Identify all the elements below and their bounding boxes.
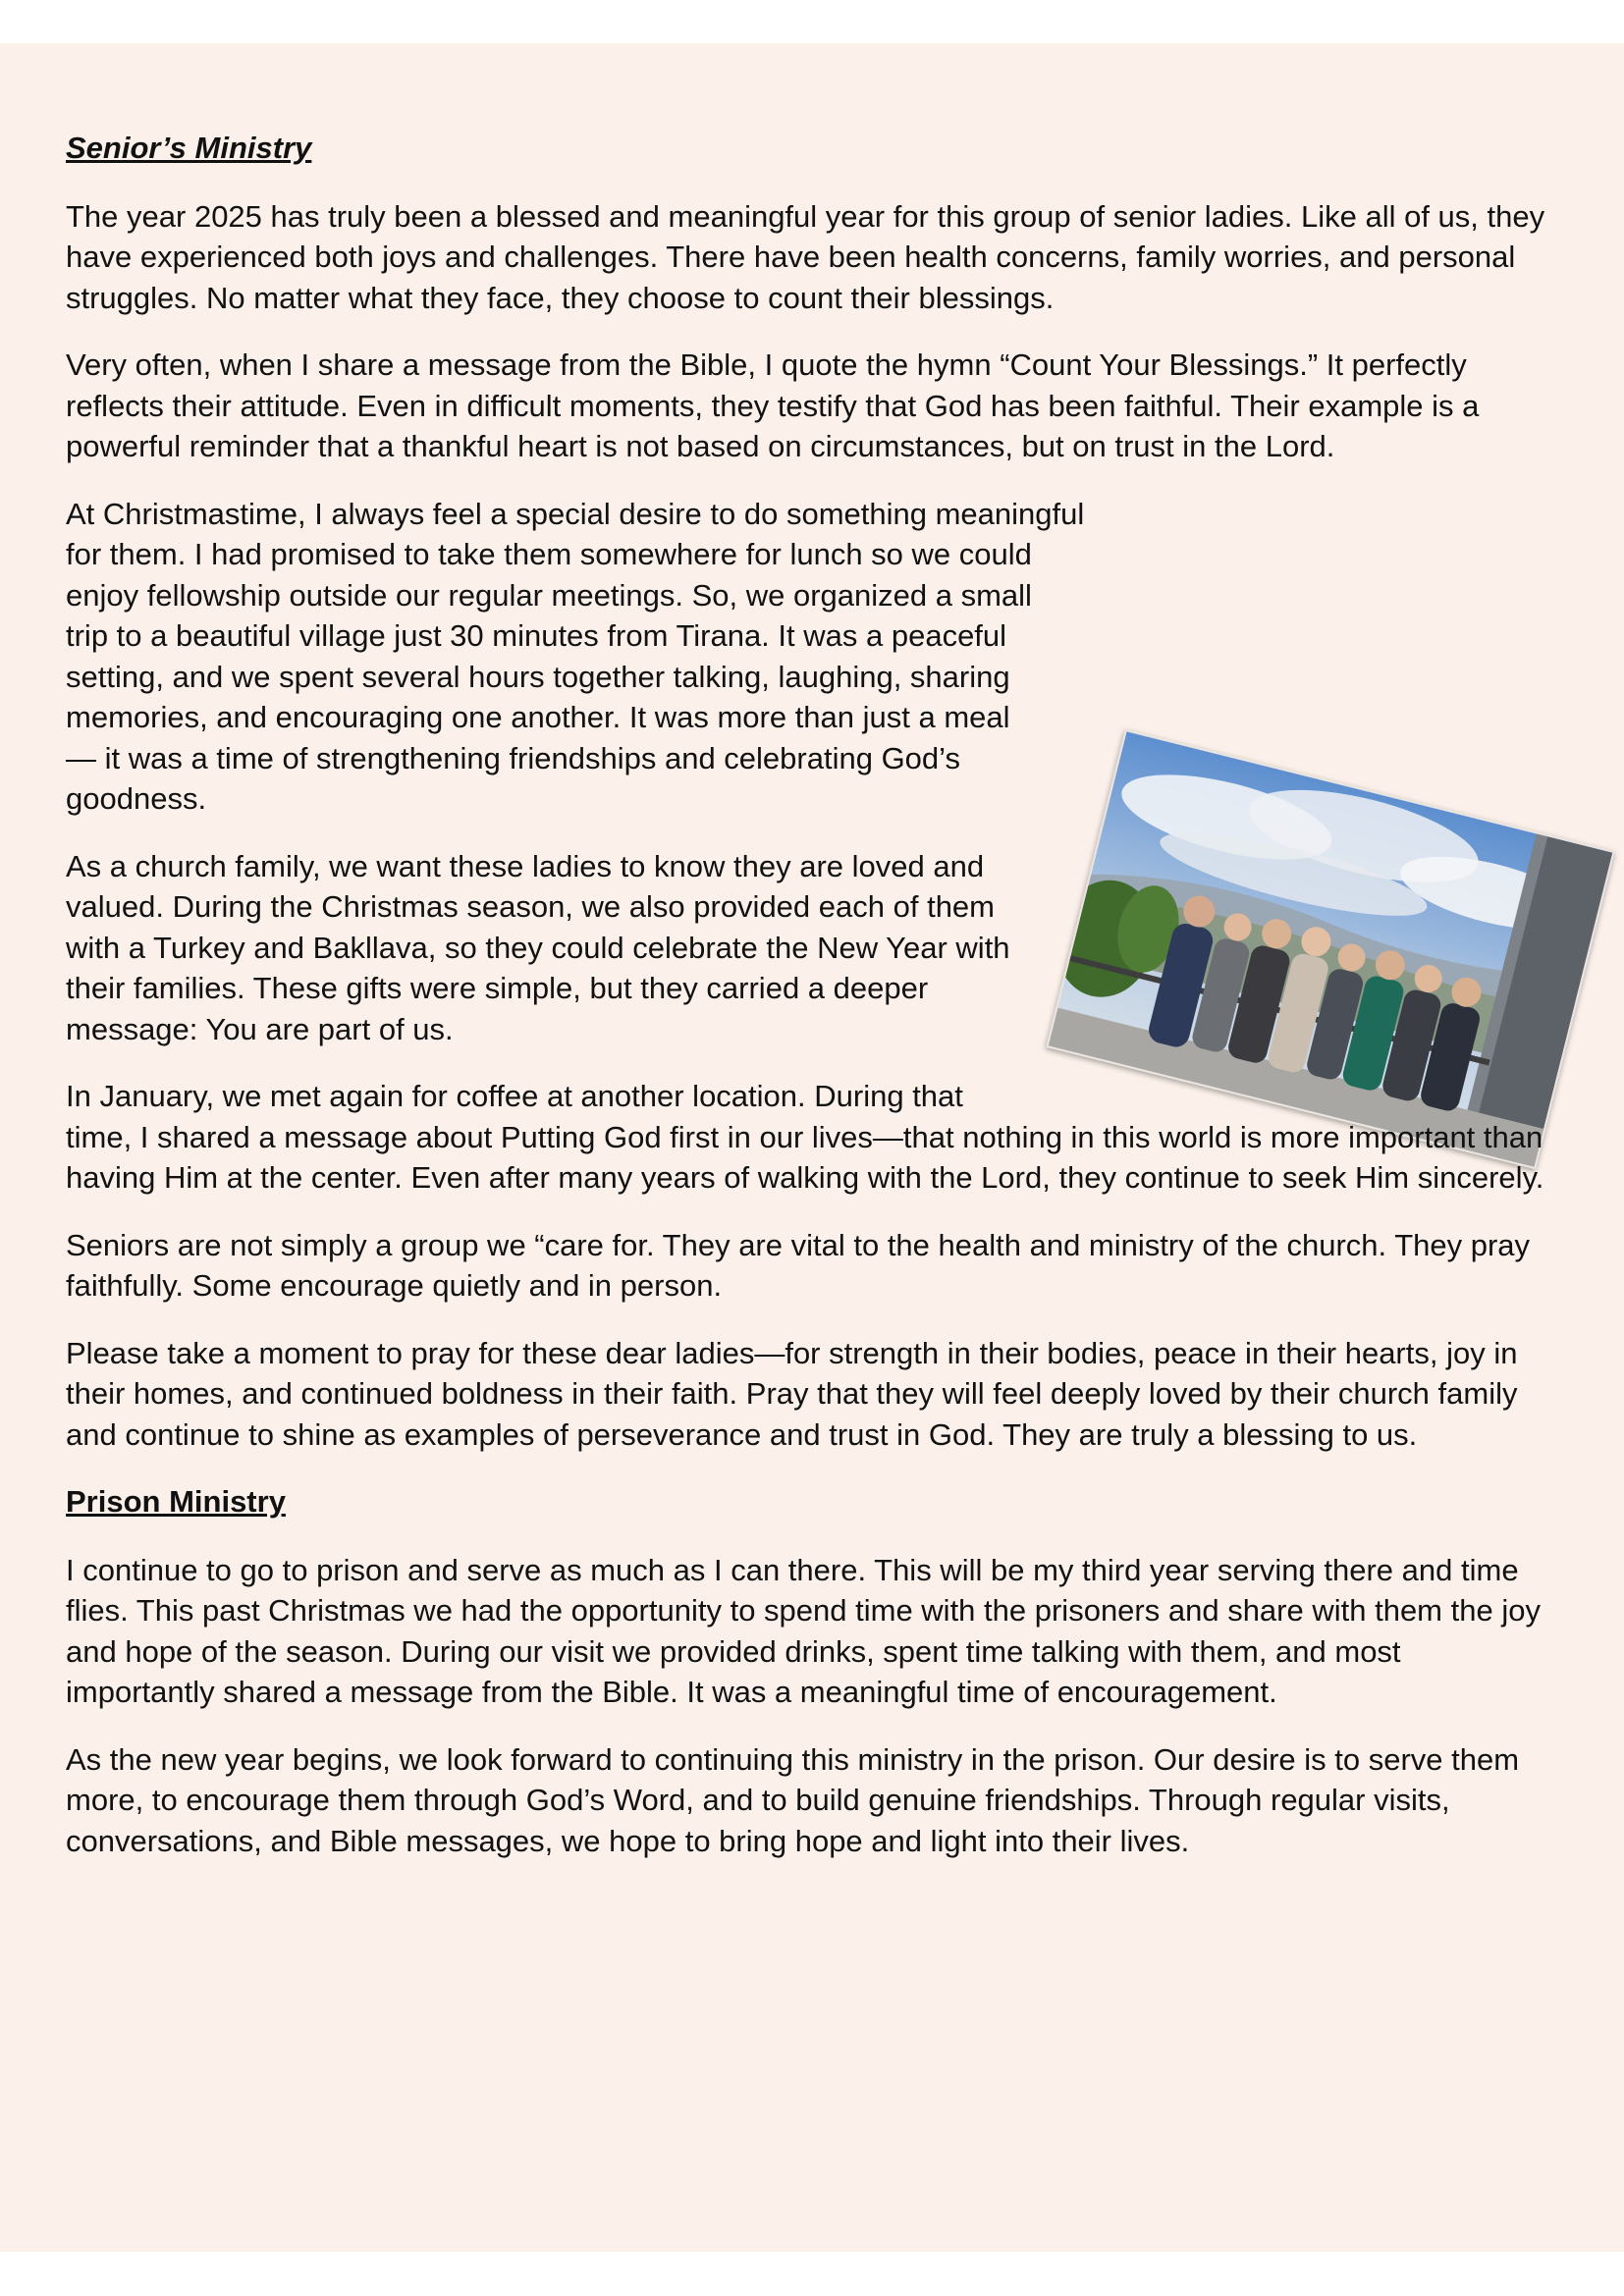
photo-spacer [1552, 128, 1553, 532]
prison-paragraph-1: I continue to go to prison and serve as much as I can there. This will be my third year serving there and time flies. This past Christmas we had the opportunity to spend time with the prisoners and share with them the joy and hope of the season. During our visit we provided drinks, spent time talking with them, and most importantly shared a message from the Bible. It was a meaningful time of encouragement. [66, 1552, 1541, 1709]
seniors-paragraph-6: Seniors are not simply a group we “care for. They are vital to the health and ministry of the church. They pray faithfully. Some encourage quietly and in person. [66, 1227, 1531, 1303]
seniors-paragraph-2: Very often, when I share a message from the Bible, I quote the hymn “Count Your Blessings.” It perfectly reflects their attitude. Even in difficult moments, they testify that God has been faithful. Their example is a powerful reminder that a thankful heart is not based on circumstances, but on trust in the Lord. [66, 347, 1480, 463]
document-content [66, 128, 1553, 1888]
seniors-paragraph-5: In January, we met again for coffee at another location. During that time, I shared a message about Putting God first in our lives—that nothing in this world is more important than having Him at the center. Even after many years of walking with the Lord, they continue to seek Him sincerely. [66, 1079, 1544, 1195]
seniors-paragraph-3: At Christmastime, I always feel a special desire to do something meaningful for them. I had promised to take them somewhere for lunch so we could enjoy fellowship outside our regular meetings. So, we organized a small trip to a beautiful village just 30 minutes from Tirana. It was a peaceful setting, and we spent several hours together talking, laughing, sharing memories, and encouraging one another. It was more than just a meal — it was a time of strengthening friendships and celebrating God’s goodness. [66, 496, 1085, 816]
prison-ministry-heading: Prison Ministry [66, 1484, 286, 1519]
seniors-ministry-heading: Senior’s Ministry [66, 131, 312, 165]
prison-paragraph-2: As the new year begins, we look forward to continuing this ministry in the prison. Our desire is to serve them more, to encourage them through God’s Word, and to build genuine friendships. Through regular visits, conversations, and Bible messages, we hope to bring hope and light into their lives. [66, 1741, 1520, 1858]
seniors-paragraph-7: Please take a moment to pray for these dear ladies—for strength in their bodies, peace in their hearts, joy in their homes, and continued boldness in their faith. Pray that they will feel deeply loved by their church family and continue to shine as examples of perseverance and trust in God. They are truly a blessing to us. [66, 1335, 1518, 1452]
seniors-paragraph-1: The year 2025 has truly been a blessed and meaningful year for this group of senior ladies. Like all of us, they have experienced both joys and challenges. There have been health concerns, family worries, and personal struggles. No matter what they face, they choose to count their blessings. [66, 198, 1545, 315]
seniors-paragraph-4: As a church family, we want these ladies to know they are loved and valued. During the Christmas season, we also provided each of them with a Turkey and Bakllava, so they could celebrate the New Year with their families. These gifts were simple, but they carried a deeper message: You are part of us. [66, 848, 1010, 1046]
photo-wrap-area [1052, 715, 1552, 1097]
